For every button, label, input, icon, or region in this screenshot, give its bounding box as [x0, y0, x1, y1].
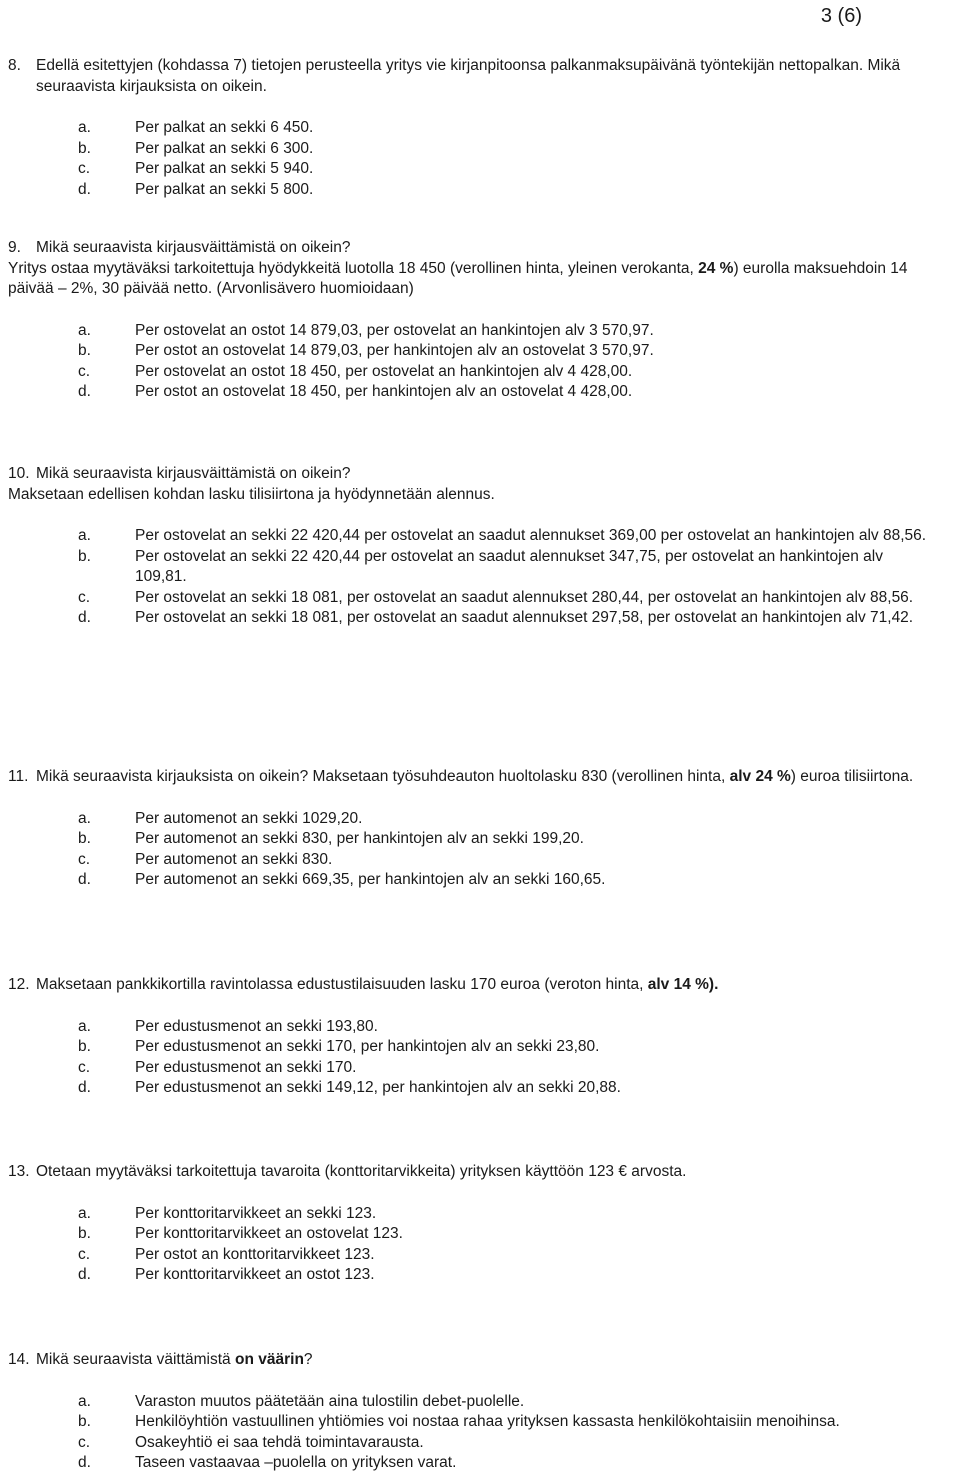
option-letter: d.	[78, 383, 91, 400]
options-list	[0, 118, 930, 200]
option-text: Per automenot an sekki 830.	[135, 850, 333, 868]
option-text: Per ostovelat an ostot 14 879,03, per ostovelat an hankintojen alv 3 570,97.	[135, 321, 654, 339]
option-letter: b.	[78, 342, 91, 359]
tax-rate: 24 %	[698, 259, 734, 277]
option-text: Varaston muutos päätetään aina tulostilin debet-puolelle.	[135, 1392, 525, 1410]
question-number: 12.	[8, 976, 30, 993]
option-letter: a.	[78, 527, 91, 544]
question-number: 9.	[8, 239, 21, 256]
option-text: Per ostovelat an sekki 22 420,44 per ostovelat an saadut alennukset 369,00 per ostovelat an hankintojen alv 88,56.	[135, 527, 927, 544]
answer-option	[0, 180, 930, 201]
option-letter: d.	[78, 1266, 91, 1283]
option-text: Per konttoritarvikkeet an ostot 123.	[135, 1266, 375, 1283]
question-intro: Yritys ostaa myytäväksi tarkoitettuja hyödykkeitä luotolla 18 450 (verollinen hinta, yleinen verokanta, 24 %) eurolla maksuehdoin 14 päivää – 2%, 30 päivää netto. (Arvonlisävero huomioidaan)	[8, 259, 908, 297]
option-text: Per palkat an sekki 6 300.	[135, 139, 314, 157]
option-text: Per edustusmenot an sekki 193,80.	[135, 1017, 378, 1035]
question-intro: Maksetaan edellisen kohdan lasku tilisiirtona ja hyödynnetään alennus.	[8, 485, 495, 503]
option-letter: c.	[78, 588, 91, 606]
answer-option	[0, 1453, 930, 1474]
question-8	[0, 56, 930, 200]
option-text: Per automenot an sekki 1029,20.	[135, 809, 363, 827]
answer-option	[0, 1412, 930, 1433]
answer-option	[0, 608, 930, 629]
option-text: Per konttoritarvikkeet an ostovelat 123.	[135, 1225, 403, 1242]
option-text: Per edustusmenot an sekki 170.	[135, 1058, 357, 1076]
option-text: Per palkat an sekki 6 450.	[135, 119, 314, 136]
option-letter: c.	[78, 1058, 91, 1076]
option-letter: c.	[78, 850, 91, 868]
answer-option	[0, 139, 930, 160]
question-10	[0, 464, 930, 629]
options-list	[0, 1392, 930, 1474]
answer-option	[0, 341, 930, 362]
option-letter: b.	[78, 1413, 91, 1430]
option-text: Per edustusmenot an sekki 149,12, per hankintojen alv an sekki 20,88.	[135, 1079, 621, 1096]
answer-option	[0, 159, 930, 180]
question-text: Edellä esitettyjen (kohdassa 7) tietojen perusteella yritys vie kirjanpitoonsa palkanmaksupäivänä työntekijän nettopalkan. Mikä seuraavista kirjauksista on oikein.	[36, 57, 901, 95]
question-9	[0, 238, 930, 403]
option-letter: b.	[78, 1225, 91, 1242]
answer-option	[0, 1017, 930, 1038]
answer-option	[0, 1433, 930, 1454]
page-number: 3 (6)	[820, 5, 862, 27]
option-letter: b.	[78, 547, 91, 565]
question-number: 8.	[8, 57, 21, 74]
question-text: Mikä seuraavista väittämistä on väärin?	[36, 1351, 313, 1368]
options-list	[0, 321, 930, 403]
question-text: Otetaan myytäväksi tarkoitettuja tavaroita (konttoritarvikkeita) yrityksen käyttöön 123 € arvosta.	[36, 1163, 687, 1180]
answer-option	[0, 382, 930, 403]
answer-option	[0, 362, 930, 383]
option-letter: a.	[78, 1017, 91, 1035]
answer-option	[0, 1392, 930, 1413]
answer-option	[0, 321, 930, 342]
option-letter: a.	[78, 1392, 91, 1410]
option-text: Per edustusmenot an sekki 170, per hankintojen alv an sekki 23,80.	[135, 1038, 600, 1055]
question-12	[0, 975, 930, 1099]
question-number: 11.	[8, 768, 29, 785]
option-letter: d.	[78, 609, 91, 626]
answer-option	[0, 1224, 930, 1245]
option-letter: b.	[78, 830, 91, 847]
option-letter: b.	[78, 139, 91, 157]
options-list	[0, 1017, 930, 1099]
answer-option	[0, 850, 930, 871]
question-text: Mikä seuraavista kirjauksista on oikein? Maksetaan työsuhdeauton huoltolasku 830 (verollinen hinta, alv 24 %) euroa tilisiirtona.	[36, 768, 914, 785]
option-text: Per konttoritarvikkeet an sekki 123.	[135, 1204, 377, 1222]
option-text: Per automenot an sekki 669,35, per hankintojen alv an sekki 160,65.	[135, 871, 606, 888]
question-text: Mikä seuraavista kirjausväittämistä on oikein?	[36, 239, 351, 256]
option-letter: b.	[78, 1038, 91, 1055]
question-13	[0, 1162, 930, 1286]
option-text: Per ostovelat an sekki 18 081, per ostovelat an saadut alennukset 297,58, per ostovelat an hankintojen alv 71,42.	[135, 609, 914, 626]
tax-rate: alv 14 %).	[647, 976, 719, 993]
tax-rate: alv 24 %	[729, 768, 791, 785]
emphasis: on väärin	[235, 1351, 304, 1368]
option-text: Osakeyhtiö ei saa tehdä toimintavarausta.	[135, 1433, 424, 1451]
answer-option	[0, 1245, 930, 1266]
option-letter: a.	[78, 1204, 91, 1222]
options-list	[0, 526, 930, 629]
option-text: Per ostovelat an sekki 22 420,44 per ostovelat an saadut alennukset 347,75, per ostovelat an hankintojen alv 109,81.	[135, 547, 883, 585]
option-text: Per palkat an sekki 5 800.	[135, 180, 314, 198]
option-text: Per ostot an konttoritarvikkeet 123.	[135, 1245, 375, 1263]
option-letter: a.	[78, 321, 91, 339]
option-letter: d.	[78, 871, 91, 888]
option-text: Per ostot an ostovelat 14 879,03, per hankintojen alv an ostovelat 3 570,97.	[135, 342, 654, 359]
answer-option	[0, 1204, 930, 1225]
option-text: Per palkat an sekki 5 940.	[135, 160, 314, 177]
answer-option	[0, 1058, 930, 1079]
answer-option	[0, 870, 930, 891]
question-number: 14.	[8, 1351, 30, 1368]
question-number: 13.	[8, 1163, 30, 1180]
option-letter: c.	[78, 1433, 91, 1451]
option-letter: c.	[78, 160, 91, 177]
answer-option	[0, 547, 930, 588]
option-letter: d.	[78, 180, 91, 198]
question-11	[0, 767, 930, 891]
option-letter: d.	[78, 1079, 91, 1096]
option-letter: c.	[78, 1245, 91, 1263]
option-letter: d.	[78, 1454, 91, 1471]
option-text: Per automenot an sekki 830, per hankintojen alv an sekki 199,20.	[135, 830, 584, 847]
option-text: Per ostovelat an sekki 18 081, per ostovelat an saadut alennukset 280,44, per ostovelat an hankintojen alv 88,56.	[135, 588, 914, 606]
option-letter: a.	[78, 119, 91, 136]
option-text: Per ostovelat an ostot 18 450, per ostovelat an hankintojen alv 4 428,00.	[135, 362, 633, 380]
options-list	[0, 1204, 930, 1286]
question-text: Maksetaan pankkikortilla ravintolassa edustustilaisuuden lasku 170 euroa (veroton hinta, alv 14 %).	[36, 976, 719, 993]
option-text: Taseen vastaavaa –puolella on yrityksen varat.	[135, 1454, 457, 1471]
answer-option	[0, 588, 930, 609]
answer-option	[0, 118, 930, 139]
answer-option	[0, 809, 930, 830]
option-text: Henkilöyhtiön vastuullinen yhtiömies voi nostaa rahaa yrityksen kassasta henkilökohtaisiin menoihinsa.	[135, 1413, 840, 1430]
answer-option	[0, 1078, 930, 1099]
answer-option	[0, 829, 930, 850]
option-letter: a.	[78, 809, 91, 827]
options-list	[0, 809, 930, 891]
answer-option	[0, 526, 930, 547]
answer-option	[0, 1265, 930, 1286]
question-14	[0, 1350, 930, 1474]
question-number: 10.	[8, 465, 30, 482]
option-text: Per ostot an ostovelat 18 450, per hankintojen alv an ostovelat 4 428,00.	[135, 383, 633, 400]
answer-option	[0, 1037, 930, 1058]
question-text: Mikä seuraavista kirjausväittämistä on oikein?	[36, 465, 351, 482]
option-letter: c.	[78, 362, 91, 380]
